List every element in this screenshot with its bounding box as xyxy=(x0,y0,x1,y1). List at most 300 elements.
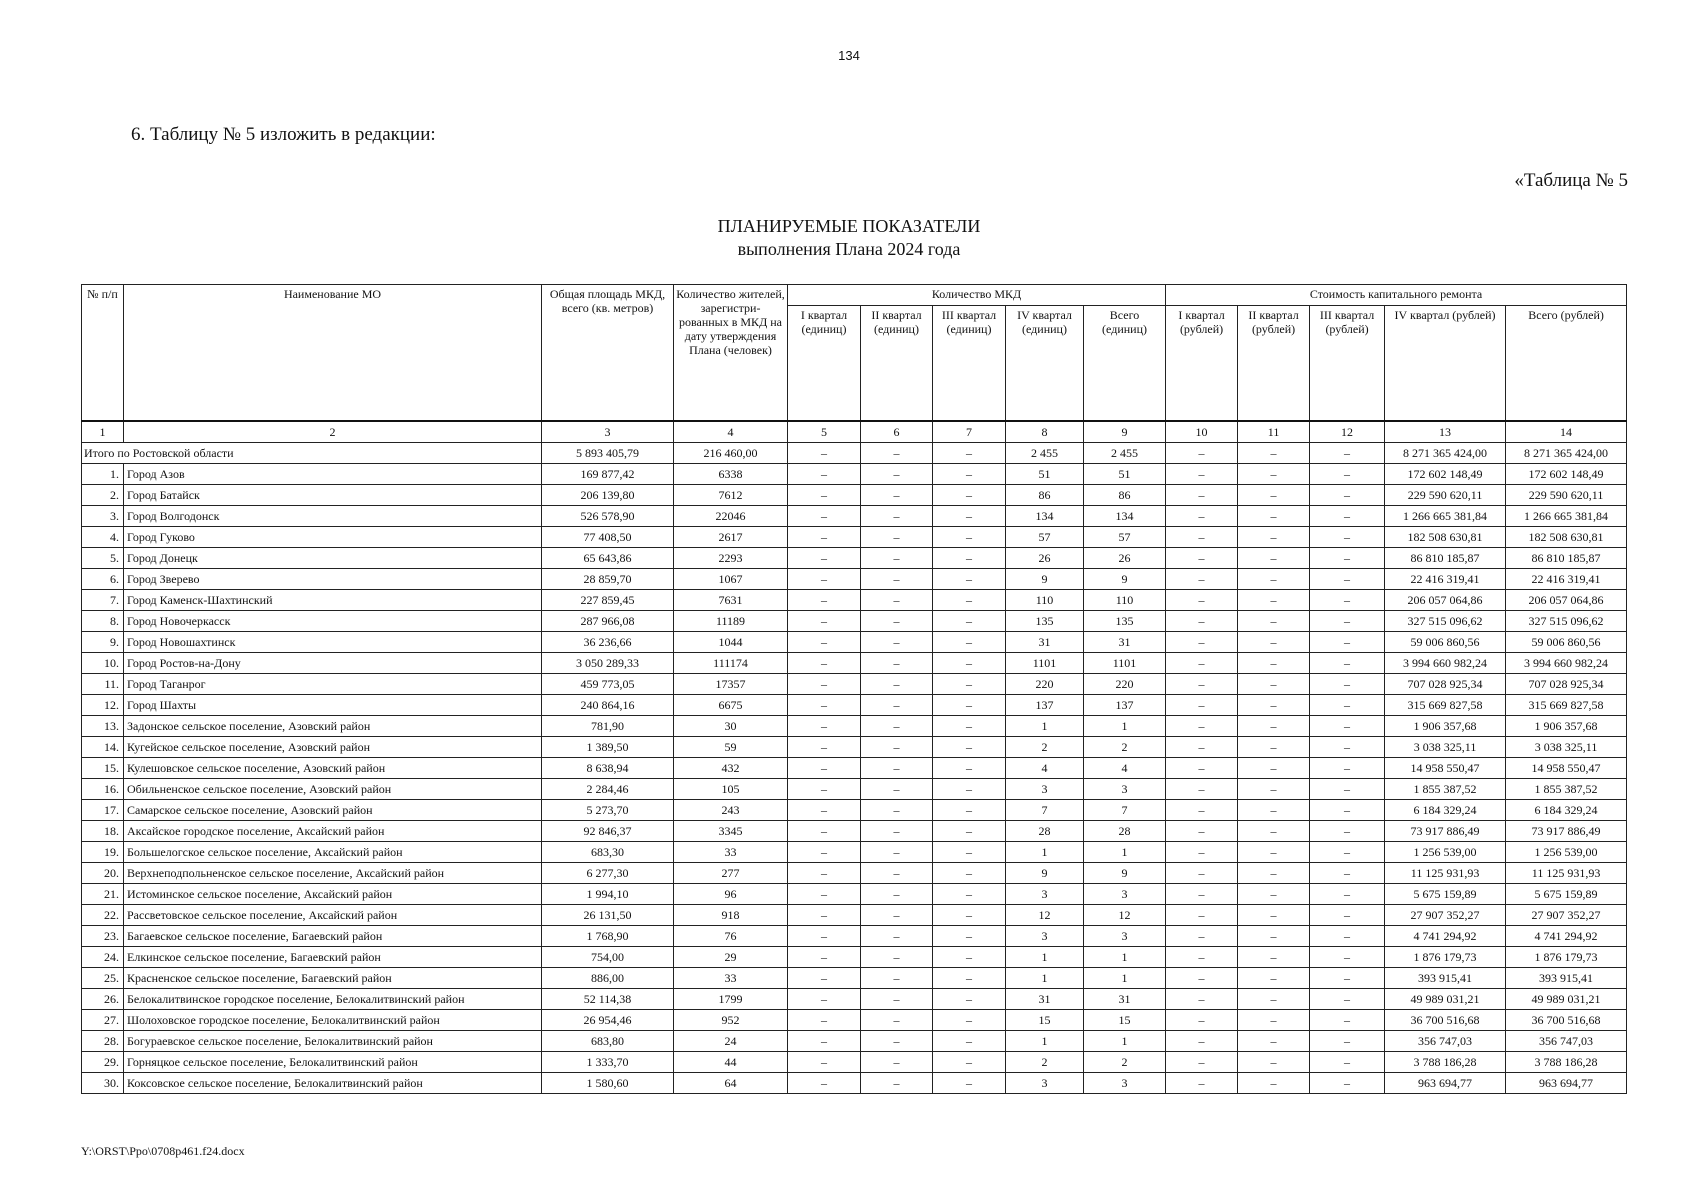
municipality-name: Город Шахты xyxy=(124,695,542,716)
table-row xyxy=(82,737,1627,758)
row-number: 20. xyxy=(82,863,124,884)
table-cell: 86 xyxy=(1006,485,1084,506)
row-number: 4. xyxy=(82,527,124,548)
table-cell: 707 028 925,34 xyxy=(1385,674,1506,695)
header-cost-q1: I квартал (рублей) xyxy=(1166,306,1238,422)
table-cell: 49 989 031,21 xyxy=(1385,989,1506,1010)
table-cell: 1 333,70 xyxy=(542,1052,674,1073)
table-cell: – xyxy=(861,884,933,905)
table-cell: – xyxy=(788,527,861,548)
table-cell: 86 xyxy=(1084,485,1166,506)
table-cell: 182 508 630,81 xyxy=(1385,527,1506,548)
table-cell: 9 xyxy=(1084,569,1166,590)
table-cell: – xyxy=(1238,1031,1310,1052)
table-cell: 459 773,05 xyxy=(542,674,674,695)
table-cell: 1799 xyxy=(674,989,788,1010)
table-cell: 59 006 860,56 xyxy=(1385,632,1506,653)
table-cell: 92 846,37 xyxy=(542,821,674,842)
table-cell: – xyxy=(933,800,1006,821)
table-cell: 5 273,70 xyxy=(542,800,674,821)
table-cell: 1 994,10 xyxy=(542,884,674,905)
table-cell: 1 xyxy=(1084,842,1166,863)
table-cell: – xyxy=(788,548,861,569)
row-number: 21. xyxy=(82,884,124,905)
table-cell: – xyxy=(861,716,933,737)
table-cell: – xyxy=(1238,674,1310,695)
table-cell: – xyxy=(788,632,861,653)
municipality-name: Коксовское сельское поселение, Белокалитвинский район xyxy=(124,1073,542,1094)
municipality-name: Большелогское сельское поселение, Аксайский район xyxy=(124,842,542,863)
table-cell: 51 xyxy=(1006,464,1084,485)
table-cell: 7 xyxy=(1006,800,1084,821)
table-cell: 44 xyxy=(674,1052,788,1073)
table-cell: 135 xyxy=(1006,611,1084,632)
table-cell: 33 xyxy=(674,842,788,863)
table-cell: 4 741 294,92 xyxy=(1385,926,1506,947)
table-cell: – xyxy=(933,737,1006,758)
table-cell: – xyxy=(788,611,861,632)
total-cell: – xyxy=(861,443,933,464)
table-cell: – xyxy=(861,758,933,779)
table-cell: – xyxy=(933,548,1006,569)
municipality-name: Город Гуково xyxy=(124,527,542,548)
table-cell: – xyxy=(861,779,933,800)
table-cell: – xyxy=(861,863,933,884)
table-cell: – xyxy=(1238,842,1310,863)
table-row xyxy=(82,863,1627,884)
table-cell: 11 125 931,93 xyxy=(1506,863,1627,884)
table-cell: – xyxy=(1166,779,1238,800)
table-cell: 134 xyxy=(1084,506,1166,527)
table-cell: 17357 xyxy=(674,674,788,695)
table-cell: – xyxy=(788,1073,861,1094)
header-mkd-group: Количество МКД xyxy=(788,285,1166,306)
table-cell: – xyxy=(1238,632,1310,653)
table-cell: – xyxy=(1310,821,1385,842)
title-line-1: ПЛАНИРУЕМЫЕ ПОКАЗАТЕЛИ xyxy=(717,216,981,236)
municipality-name: Красненское сельское поселение, Багаевский район xyxy=(124,968,542,989)
row-number: 25. xyxy=(82,968,124,989)
row-number: 7. xyxy=(82,590,124,611)
table-cell: – xyxy=(1166,590,1238,611)
table-cell: 110 xyxy=(1006,590,1084,611)
table-cell: 11189 xyxy=(674,611,788,632)
indicators-table xyxy=(81,284,1627,1094)
table-cell: 3 994 660 982,24 xyxy=(1385,653,1506,674)
municipality-name: Шолоховское городское поселение, Белокалитвинский район xyxy=(124,1010,542,1031)
municipality-name: Истоминское сельское поселение, Аксайский район xyxy=(124,884,542,905)
header-cost-group: Стоимость капитального ремонта xyxy=(1166,285,1627,306)
table-row xyxy=(82,590,1627,611)
table-cell: – xyxy=(861,1052,933,1073)
table-cell: 73 917 886,49 xyxy=(1385,821,1506,842)
total-cell: – xyxy=(1310,443,1385,464)
row-number: 26. xyxy=(82,989,124,1010)
row-number: 6. xyxy=(82,569,124,590)
table-cell: 1 580,60 xyxy=(542,1073,674,1094)
table-row xyxy=(82,821,1627,842)
table-cell: 31 xyxy=(1084,632,1166,653)
table-cell: 963 694,77 xyxy=(1506,1073,1627,1094)
table-cell: – xyxy=(788,506,861,527)
municipality-name: Багаевское сельское поселение, Багаевский район xyxy=(124,926,542,947)
row-number: 9. xyxy=(82,632,124,653)
table-cell: – xyxy=(1166,947,1238,968)
table-cell: 26 xyxy=(1006,548,1084,569)
table-row xyxy=(82,842,1627,863)
total-cell: 2 455 xyxy=(1006,443,1084,464)
table-cell: 12 xyxy=(1006,905,1084,926)
table-reference: «Таблица № 5 xyxy=(1514,170,1628,191)
table-cell: 29 xyxy=(674,947,788,968)
table-cell: 137 xyxy=(1006,695,1084,716)
table-cell: 172 602 148,49 xyxy=(1506,464,1627,485)
table-cell: – xyxy=(788,779,861,800)
table-row xyxy=(82,506,1627,527)
header-cost-q4: IV квартал (рублей) xyxy=(1385,306,1506,422)
table-row xyxy=(82,905,1627,926)
column-number: 14 xyxy=(1506,421,1627,443)
table-cell: 135 xyxy=(1084,611,1166,632)
column-numbers-row xyxy=(82,421,1627,443)
table-cell: 3 xyxy=(1084,884,1166,905)
row-number: 16. xyxy=(82,779,124,800)
table-row xyxy=(82,527,1627,548)
table-cell: 1 906 357,68 xyxy=(1506,716,1627,737)
table-cell: – xyxy=(933,590,1006,611)
total-cell: – xyxy=(1166,443,1238,464)
table-cell: 86 810 185,87 xyxy=(1506,548,1627,569)
table-row xyxy=(82,968,1627,989)
header-mkd-total: Всего (единиц) xyxy=(1084,306,1166,422)
table-cell: – xyxy=(933,779,1006,800)
column-number: 10 xyxy=(1166,421,1238,443)
total-cell: 8 271 365 424,00 xyxy=(1385,443,1506,464)
table-cell: – xyxy=(1166,905,1238,926)
table-cell: – xyxy=(1238,1010,1310,1031)
table-cell: – xyxy=(1238,653,1310,674)
table-cell: – xyxy=(1238,695,1310,716)
table-row xyxy=(82,653,1627,674)
table-cell: 111174 xyxy=(674,653,788,674)
table-cell: – xyxy=(1238,611,1310,632)
table-cell: – xyxy=(861,485,933,506)
table-cell: – xyxy=(788,863,861,884)
table-cell: 31 xyxy=(1006,632,1084,653)
table-cell: – xyxy=(1310,716,1385,737)
table-cell: 2 xyxy=(1084,1052,1166,1073)
table-cell: 22 416 319,41 xyxy=(1506,569,1627,590)
table-cell: – xyxy=(1166,569,1238,590)
table-cell: 110 xyxy=(1084,590,1166,611)
table-cell: 3 788 186,28 xyxy=(1385,1052,1506,1073)
table-cell: – xyxy=(861,506,933,527)
table-cell: – xyxy=(1166,527,1238,548)
table-cell: 1 266 665 381,84 xyxy=(1506,506,1627,527)
column-number: 9 xyxy=(1084,421,1166,443)
header-name: Наименование МО xyxy=(124,285,542,422)
table-cell: 31 xyxy=(1006,989,1084,1010)
total-cell: 8 271 365 424,00 xyxy=(1506,443,1627,464)
row-number: 11. xyxy=(82,674,124,695)
table-cell: – xyxy=(933,989,1006,1010)
table-cell: – xyxy=(1310,569,1385,590)
table-cell: 2 284,46 xyxy=(542,779,674,800)
table-cell: – xyxy=(788,947,861,968)
table-row xyxy=(82,1052,1627,1073)
column-number: 8 xyxy=(1006,421,1084,443)
table-cell: – xyxy=(788,590,861,611)
table-cell: – xyxy=(788,884,861,905)
table-row xyxy=(82,1031,1627,1052)
table-cell: – xyxy=(861,590,933,611)
table-cell: – xyxy=(1166,926,1238,947)
table-cell: – xyxy=(1238,800,1310,821)
table-row xyxy=(82,464,1627,485)
table-cell: – xyxy=(933,653,1006,674)
table-cell: – xyxy=(788,485,861,506)
table-cell: 15 xyxy=(1084,1010,1166,1031)
table-cell: – xyxy=(1166,800,1238,821)
table-row xyxy=(82,947,1627,968)
table-cell: 52 114,38 xyxy=(542,989,674,1010)
table-cell: – xyxy=(1310,1010,1385,1031)
table-cell: – xyxy=(788,1010,861,1031)
table-cell: – xyxy=(1166,674,1238,695)
header-area: Общая площадь МКД, всего (кв. метров) xyxy=(542,285,674,422)
table-row xyxy=(82,695,1627,716)
table-cell: 1067 xyxy=(674,569,788,590)
table-cell: 11 125 931,93 xyxy=(1385,863,1506,884)
table-cell: – xyxy=(1166,1052,1238,1073)
table-cell: – xyxy=(1310,464,1385,485)
header-mkd-q2: II квартал (единиц) xyxy=(861,306,933,422)
table-cell: – xyxy=(1166,695,1238,716)
table-cell: – xyxy=(1310,674,1385,695)
table-cell: 1 389,50 xyxy=(542,737,674,758)
table-cell: 28 xyxy=(1084,821,1166,842)
header-num: № п/п xyxy=(82,285,124,422)
table-cell: – xyxy=(933,758,1006,779)
intro-text: 6. Таблицу № 5 изложить в редакции: xyxy=(131,124,436,145)
table-cell: – xyxy=(1310,989,1385,1010)
table-cell: 27 907 352,27 xyxy=(1385,905,1506,926)
table-cell: – xyxy=(933,506,1006,527)
table-cell: – xyxy=(1310,947,1385,968)
table-cell: – xyxy=(1310,527,1385,548)
table-cell: 3 xyxy=(1084,779,1166,800)
table-cell: – xyxy=(1166,1010,1238,1031)
table-body xyxy=(82,421,1627,1094)
municipality-name: Город Таганрог xyxy=(124,674,542,695)
table-cell: 6338 xyxy=(674,464,788,485)
table-cell: – xyxy=(1238,1052,1310,1073)
column-number: 11 xyxy=(1238,421,1310,443)
table-cell: – xyxy=(933,464,1006,485)
table-cell: – xyxy=(1166,611,1238,632)
table-cell: – xyxy=(933,716,1006,737)
table-row xyxy=(82,884,1627,905)
table-cell: 229 590 620,11 xyxy=(1385,485,1506,506)
table-cell: – xyxy=(1238,779,1310,800)
table-cell: 51 xyxy=(1084,464,1166,485)
table-row xyxy=(82,548,1627,569)
municipality-name: Город Новочеркасск xyxy=(124,611,542,632)
table-cell: 243 xyxy=(674,800,788,821)
table-cell: 1 855 387,52 xyxy=(1385,779,1506,800)
table-cell: – xyxy=(1238,506,1310,527)
table-cell: 1 256 539,00 xyxy=(1385,842,1506,863)
table-cell: 26 xyxy=(1084,548,1166,569)
table-cell: – xyxy=(1166,506,1238,527)
table-cell: – xyxy=(1238,926,1310,947)
table-cell: 134 xyxy=(1006,506,1084,527)
municipality-name: Верхнеподпольненское сельское поселение, Аксайский район xyxy=(124,863,542,884)
table-cell: – xyxy=(788,674,861,695)
table-row xyxy=(82,779,1627,800)
header-mkd-q1: I квартал (единиц) xyxy=(788,306,861,422)
municipality-name: Обильненское сельское поселение, Азовский район xyxy=(124,779,542,800)
table-cell: – xyxy=(788,653,861,674)
table-cell: 1 xyxy=(1006,968,1084,989)
row-number: 3. xyxy=(82,506,124,527)
row-number: 5. xyxy=(82,548,124,569)
total-cell: 5 893 405,79 xyxy=(542,443,674,464)
table-cell: – xyxy=(1310,779,1385,800)
row-number: 10. xyxy=(82,653,124,674)
table-cell: – xyxy=(933,611,1006,632)
municipality-name: Город Волгодонск xyxy=(124,506,542,527)
row-number: 19. xyxy=(82,842,124,863)
table-cell: 22046 xyxy=(674,506,788,527)
table-cell: – xyxy=(861,821,933,842)
table-cell: – xyxy=(933,905,1006,926)
table-row xyxy=(82,926,1627,947)
table-cell: 3 038 325,11 xyxy=(1506,737,1627,758)
total-cell: 2 455 xyxy=(1084,443,1166,464)
table-cell: 754,00 xyxy=(542,947,674,968)
municipality-name: Кугейское сельское поселение, Азовский район xyxy=(124,737,542,758)
table-cell: – xyxy=(788,842,861,863)
table-cell: – xyxy=(933,821,1006,842)
table-cell: – xyxy=(1166,842,1238,863)
row-number: 13. xyxy=(82,716,124,737)
table-cell: – xyxy=(1166,737,1238,758)
table-cell: 3 788 186,28 xyxy=(1506,1052,1627,1073)
row-number: 23. xyxy=(82,926,124,947)
table-cell: 707 028 925,34 xyxy=(1506,674,1627,695)
total-cell: 216 460,00 xyxy=(674,443,788,464)
table-cell: 26 131,50 xyxy=(542,905,674,926)
table-cell: 3 xyxy=(1006,1073,1084,1094)
table-cell: – xyxy=(1310,905,1385,926)
table-cell: 8 638,94 xyxy=(542,758,674,779)
row-number: 22. xyxy=(82,905,124,926)
table-cell: 1 xyxy=(1006,842,1084,863)
table-cell: 1 xyxy=(1084,947,1166,968)
table-cell: 26 954,46 xyxy=(542,1010,674,1031)
table-cell: 4 xyxy=(1006,758,1084,779)
table-cell: 57 xyxy=(1084,527,1166,548)
municipality-name: Богураевское сельское поселение, Белокалитвинский район xyxy=(124,1031,542,1052)
municipality-name: Самарское сельское поселение, Азовский район xyxy=(124,800,542,821)
table-cell: – xyxy=(788,737,861,758)
total-cell: – xyxy=(1238,443,1310,464)
table-cell: 12 xyxy=(1084,905,1166,926)
table-cell: 4 xyxy=(1084,758,1166,779)
table-cell: – xyxy=(1166,863,1238,884)
column-number: 1 xyxy=(82,421,124,443)
table-cell: – xyxy=(1166,716,1238,737)
table-cell: 36 700 516,68 xyxy=(1506,1010,1627,1031)
table-cell: 172 602 148,49 xyxy=(1385,464,1506,485)
municipality-name: Горняцкое сельское поселение, Белокалитвинский район xyxy=(124,1052,542,1073)
table-cell: 240 864,16 xyxy=(542,695,674,716)
row-number: 27. xyxy=(82,1010,124,1031)
table-cell: – xyxy=(788,968,861,989)
table-cell: – xyxy=(1310,1031,1385,1052)
table-row xyxy=(82,611,1627,632)
table-cell: – xyxy=(1310,590,1385,611)
table-cell: – xyxy=(861,1010,933,1031)
table-cell: – xyxy=(861,653,933,674)
municipality-name: Город Донецк xyxy=(124,548,542,569)
table-cell: – xyxy=(933,695,1006,716)
table-cell: 1 xyxy=(1006,716,1084,737)
table-cell: 6 277,30 xyxy=(542,863,674,884)
table-cell: 3 xyxy=(1006,926,1084,947)
table-cell: 432 xyxy=(674,758,788,779)
table-cell: 77 408,50 xyxy=(542,527,674,548)
table-cell: 287 966,08 xyxy=(542,611,674,632)
table-cell: 2 xyxy=(1006,737,1084,758)
table-cell: 14 958 550,47 xyxy=(1385,758,1506,779)
table-cell: – xyxy=(861,905,933,926)
table-cell: – xyxy=(933,947,1006,968)
row-number: 24. xyxy=(82,947,124,968)
table-cell: – xyxy=(1166,1073,1238,1094)
table-cell: 1 906 357,68 xyxy=(1385,716,1506,737)
table-cell: – xyxy=(1310,800,1385,821)
table-cell: 15 xyxy=(1006,1010,1084,1031)
table-cell: – xyxy=(1166,632,1238,653)
title-line-2: выполнения Плана 2024 года xyxy=(737,239,961,259)
table-cell: – xyxy=(1310,1052,1385,1073)
table-cell: 1044 xyxy=(674,632,788,653)
table-cell: – xyxy=(1166,989,1238,1010)
table-cell: – xyxy=(1310,611,1385,632)
table-cell: 7 xyxy=(1084,800,1166,821)
table-cell: – xyxy=(1238,548,1310,569)
table-cell: 918 xyxy=(674,905,788,926)
table-cell: 1 266 665 381,84 xyxy=(1385,506,1506,527)
municipality-name: Кулешовское сельское поселение, Азовский район xyxy=(124,758,542,779)
table-cell: 96 xyxy=(674,884,788,905)
table-cell: 30 xyxy=(674,716,788,737)
table-cell: 7612 xyxy=(674,485,788,506)
total-cell: – xyxy=(933,443,1006,464)
table-cell: – xyxy=(861,1073,933,1094)
table-cell: 64 xyxy=(674,1073,788,1094)
table-cell: – xyxy=(788,464,861,485)
table-row xyxy=(82,632,1627,653)
table-cell: – xyxy=(861,968,933,989)
total-row xyxy=(82,443,1627,464)
table-cell: 3 994 660 982,24 xyxy=(1506,653,1627,674)
municipality-name: Город Новошахтинск xyxy=(124,632,542,653)
table-cell: 1 xyxy=(1006,947,1084,968)
table-cell: – xyxy=(861,527,933,548)
